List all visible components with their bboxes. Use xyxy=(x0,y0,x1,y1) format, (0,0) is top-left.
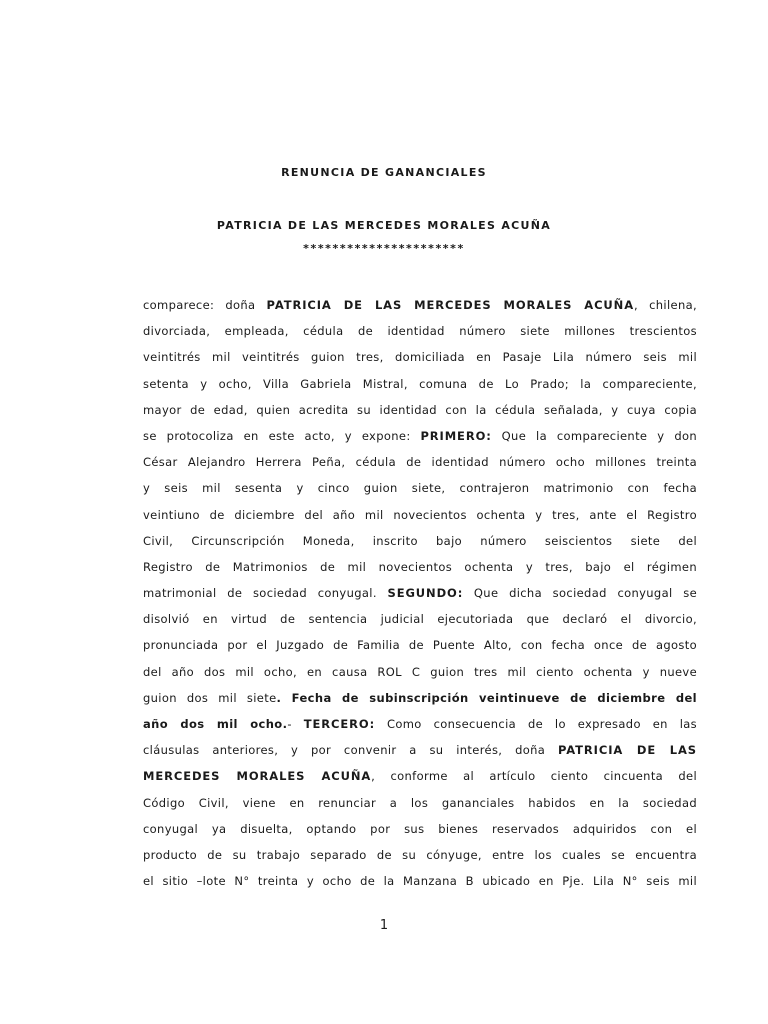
body-line xyxy=(143,580,697,606)
text-segment: , conforme al artículo ciento cincuenta del xyxy=(371,769,697,784)
text-segment: pronunciada por el Juzgado de Familia de Puente Alto, con fecha once de agosto xyxy=(143,638,697,653)
body-line xyxy=(143,397,697,423)
text-segment: Código Civil, viene en renunciar a los gananciales habidos en la sociedad xyxy=(143,795,697,810)
body-line xyxy=(143,449,697,475)
text-segment: disolvió en virtud de sentencia judicial ejecutoriada que declaró el divorcio, xyxy=(143,612,697,627)
text-segment: Que la compareciente y don xyxy=(491,428,697,443)
bold-text-segment: TERCERO: xyxy=(303,717,376,731)
body-line xyxy=(143,685,697,711)
text-segment: y seis mil sesenta y cinco guion siete, contrajeron matrimonio con fecha xyxy=(143,481,697,496)
bold-text-segment: PRIMERO: xyxy=(420,428,492,443)
text-segment: Registro de Matrimonios de mil novecientos ochenta y tres, bajo el régimen xyxy=(143,559,697,574)
body-line xyxy=(143,292,697,318)
body-line xyxy=(143,711,697,737)
bold-text-segment: PATRICIA DE LAS xyxy=(558,743,697,758)
body-line xyxy=(143,816,697,842)
text-segment: conyugal ya disuelta, optando por sus bienes reservados adquiridos con el xyxy=(143,821,697,836)
text-segment: veintiuno de diciembre del año mil novecientos ochenta y tres, ante el Registro xyxy=(143,507,697,522)
body-line xyxy=(143,606,697,632)
bold-text-segment: SEGUNDO: xyxy=(387,586,464,601)
text-segment: , chilena, xyxy=(634,298,697,312)
body-line xyxy=(143,344,697,370)
text-segment: Como consecuencia de lo expresado en las xyxy=(375,717,697,731)
body-line xyxy=(143,423,697,449)
bold-text-segment: PATRICIA DE LAS MERCEDES MORALES ACUÑA xyxy=(266,298,634,312)
text-segment: setenta y ocho, Villa Gabriela Mistral, comuna de Lo Prado; la compareciente, xyxy=(143,376,697,391)
text-segment: César Alejandro Herrera Peña, cédula de identidad número ocho millones treinta xyxy=(143,455,697,470)
text-segment: del año dos mil ocho, en causa ROL C guion tres mil ciento ochenta y nueve xyxy=(143,664,697,679)
body-line xyxy=(143,554,697,580)
bold-text-segment: MERCEDES MORALES ACUÑA xyxy=(143,769,372,784)
body-line xyxy=(143,842,697,868)
text-segment: veintitrés mil veintitrés guion tres, domiciliada en Pasaje Lila número seis mil xyxy=(143,350,697,365)
body-line xyxy=(143,763,697,789)
text-segment: producto de su trabajo separado de su cónyuge, entre los cuales se encuentra xyxy=(143,847,697,862)
document-body xyxy=(143,292,697,894)
body-line xyxy=(143,868,697,894)
text-segment: Que dicha sociedad conyugal se xyxy=(463,586,697,601)
text-segment: divorciada, empleada, cédula de identidad número siete millones trescientos xyxy=(143,324,697,339)
body-line xyxy=(143,528,697,554)
text-segment: cláusulas anteriores, y por convenir a su interés, doña xyxy=(143,743,558,758)
page-number: 1 xyxy=(379,918,389,933)
body-line xyxy=(143,318,697,344)
body-line xyxy=(143,475,697,501)
body-line xyxy=(143,632,697,658)
name-heading: PATRICIA DE LAS MERCEDES MORALES ACUÑA xyxy=(216,219,552,232)
text-segment: mayor de edad, quien acredita su identidad con la cédula señalada, y cuya copia xyxy=(143,402,697,417)
body-line xyxy=(143,502,697,528)
body-line xyxy=(143,659,697,685)
text-segment: guion dos mil siete xyxy=(143,690,277,705)
body-line xyxy=(143,371,697,397)
body-line xyxy=(143,737,697,763)
text-segment: el sitio –lote N° treinta y ocho de la Manzana B ubicado en Pje. Lila N° seis mil xyxy=(143,874,697,889)
asterisk-separator: ********************** xyxy=(303,242,465,255)
bold-text-segment: año dos mil ocho. xyxy=(143,717,288,731)
text-segment: matrimonial de sociedad conyugal. xyxy=(143,586,388,601)
text-segment: Civil, Circunscripción Moneda, inscrito bajo número seiscientos siete del xyxy=(143,533,697,548)
text-segment: comparece: doña xyxy=(143,298,267,312)
text-segment: se protocoliza en este acto, y expone: xyxy=(143,428,421,443)
text-segment: - xyxy=(287,717,304,731)
bold-text-segment: . Fecha de subinscripción veintinueve de diciembre del xyxy=(276,690,697,705)
body-line xyxy=(143,790,697,816)
document-title: RENUNCIA DE GANANCIALES xyxy=(281,166,487,179)
